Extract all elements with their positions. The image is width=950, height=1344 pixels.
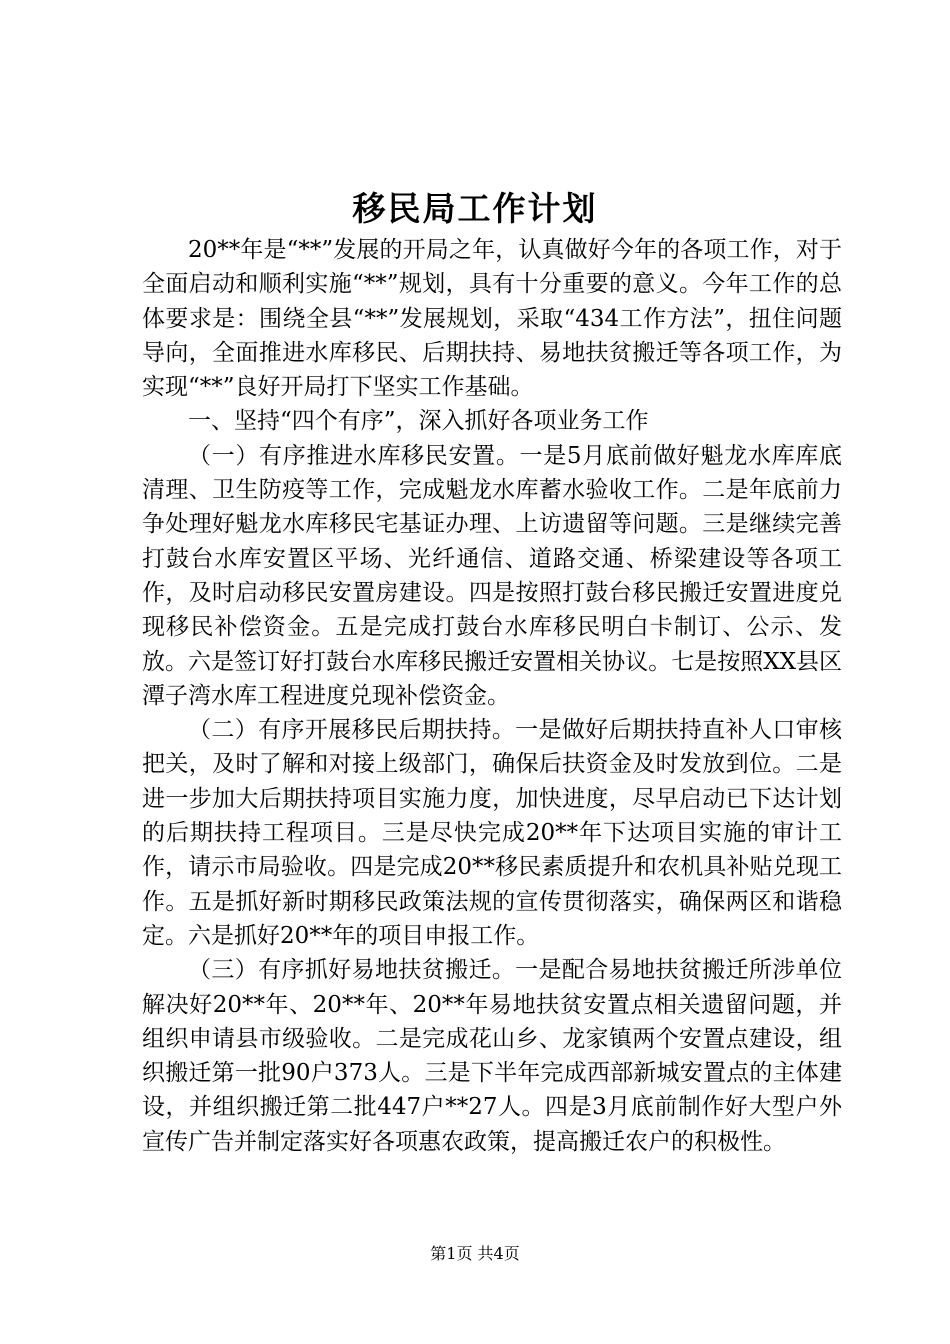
subsection-paragraph-1: （一）有序推进水库移民安置。一是5月底前做好魁龙水库库底清理、卫生防疫等工作，完成魁龙水库蓄水验收工作。二是年底前力争处理好魁龙水库移民宅基证办理、上访遗留等问题。三是继续完善打鼓台水库安置区平场、光纤通信、道路交通、桥梁建设等各项工作，及时启动移民安置房建设。四是按照打鼓台移民搬迁安置进度兑现移民补偿资金。五是完成打鼓台水库移民明白卡制订、公示、发放。六是签订好打鼓台水库移民搬迁安置相关协议。七是按照XX县区潭子湾水库工程进度兑现补偿资金。 <box>142 442 842 709</box>
subsection-paragraph-3: （三）有序抓好易地扶贫搬迁。一是配合易地扶贫搬迁所涉单位解决好20**年、20**年、20**年易地扶贫安置点相关遗留问题，并组织申请县市级验收。二是完成花山乡、龙家镇两个安置点建设，组织搬迁第一批90户373人。三是下半年完成西部新城安置点的主体建设，并组织搬迁第二批447户**27人。四是3月底前制作好大型户外宣传广告并制定落实好各项惠农政策，提高搬迁农户的积极性。 <box>142 957 842 1155</box>
subsection-paragraph-2: （二）有序开展移民后期扶持。一是做好后期扶持直补人口审核把关，及时了解和对接上级部门，确保后扶资金及时发放到位。二是进一步加大后期扶持项目实施力度，加快进度，尽早启动已下达计划的后期扶持工程项目。三是尽快完成20**年下达项目实施的审计工作，请示市局验收。四是完成20**移民素质提升和农机具补贴兑现工作。五是抓好新时期移民政策法规的宣传贯彻落实，确保两区和谐稳定。六是抓好20**年的项目申报工作。 <box>142 717 842 949</box>
intro-paragraph: 20**年是“**”发展的开局之年，认真做好今年的各项工作，对于全面启动和顺利实施“**”规划，具有十分重要的意义。今年工作的总体要求是：围绕全县“**”发展规划，采取“434工作方法”，扭住问题导向，全面推进水库移民、后期扶持、易地扶贫搬迁等各项工作，为实现“**”良好开局打下坚实工作基础。 <box>142 237 842 401</box>
document-body <box>142 233 842 1159</box>
document-title: 移民局工作计划 <box>352 189 598 228</box>
section-heading: 一、坚持“四个有序”，深入抓好各项业务工作 <box>188 408 649 435</box>
page-footer: 第1页 共4页 <box>430 1244 520 1263</box>
